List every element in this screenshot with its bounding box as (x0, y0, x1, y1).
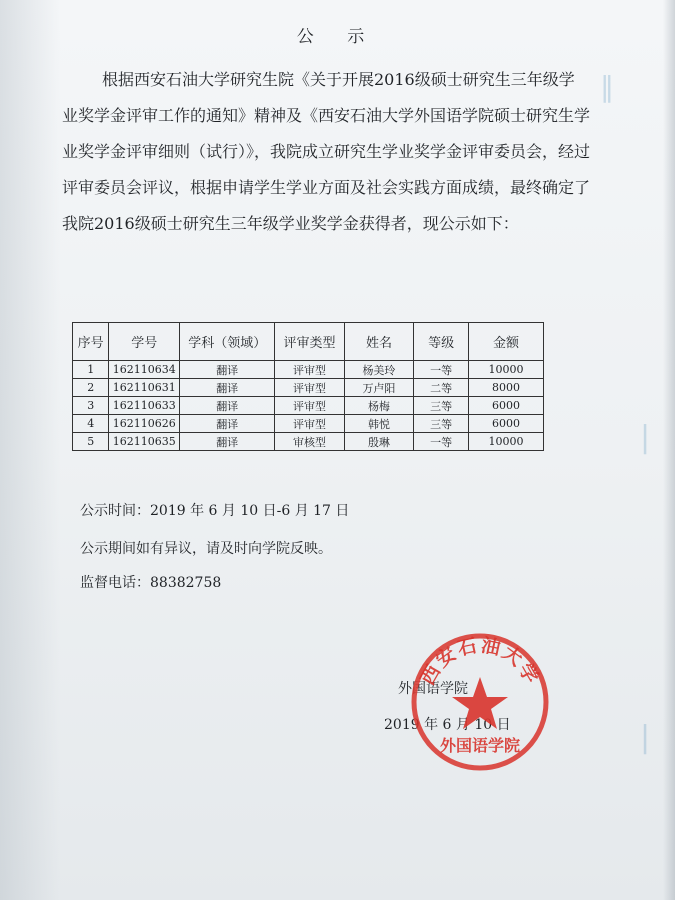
table-cell: 审核型 (275, 433, 344, 451)
table-cell: 翻译 (180, 397, 275, 415)
column-header: 姓名 (344, 323, 413, 361)
table-cell: 4 (73, 415, 109, 433)
table-cell: 8000 (469, 379, 544, 397)
notice-title: 公 示 (296, 27, 379, 47)
table-row (73, 361, 544, 379)
table-cell: 162110633 (109, 397, 180, 415)
seal-arc-text: 西安石油大学 (416, 634, 544, 689)
signature-org: 外国语学院 (398, 681, 468, 697)
table-cell: 评审型 (275, 379, 344, 397)
table-cell: 一等 (414, 361, 469, 379)
table-cell: 翻译 (180, 361, 275, 379)
table-cell: 一等 (414, 433, 469, 451)
table-row (73, 379, 544, 397)
table-cell: 三等 (414, 415, 469, 433)
table-row (73, 415, 544, 433)
table-cell: 杨美玲 (344, 361, 413, 379)
table-cell: 162110626 (109, 415, 180, 433)
notice-page: ‖ | | 公 示 根据西安石油大学研究生院《关于开展2016级硕士研究生三年级学业奖学金评审工作的通知》精神及《西安石油大学外国语学院硕士研究生学业奖学金评审细则（试行）》，我院成立研究生学业奖学金评审委员会，经过评审委员会评议，根据申请学生学业方面及社会实践方面成绩，最终确定了我院2016级硕士研究生三年级学业奖学金获得者，现公示如下： 序号 学号 学科（领域） 评审类型 姓名 等级 金额 1 162110634 翻译 评审型 杨美玲 一等 10000 2 162110631 翻译 评审型 万卢阳 二等 8000 3 162110633 翻译 评审型 杨梅 三等 6000 4 162110626 翻译 评审型 韩悦 三等 6000 5 162110635 翻译 审核型 殷琳 一等 10000 公示时间：2019 年 6 月 10 日-6 月 17 日 公示期间如有异议，请及时向学院反映。 监督电话：88382758 外国语学院 2019 年 6 月 10 日 西安石油大学 外国语学院 (0, 0, 675, 900)
table-cell: 评审型 (275, 361, 344, 379)
table-cell: 翻译 (180, 415, 275, 433)
award-table (72, 322, 544, 451)
objection-note: 公示期间如有异议，请及时向学院反映。 (80, 541, 332, 557)
table-cell: 1 (73, 361, 109, 379)
table-cell: 评审型 (275, 415, 344, 433)
table-cell: 5 (73, 433, 109, 451)
table-cell: 三等 (414, 397, 469, 415)
column-header: 序号 (73, 323, 109, 361)
official-seal (405, 627, 555, 777)
column-header: 学号 (109, 323, 180, 361)
table-cell: 10000 (469, 433, 544, 451)
column-header: 学科（领域） (180, 323, 275, 361)
column-header: 评审类型 (275, 323, 344, 361)
table-cell: 162110634 (109, 361, 180, 379)
table-cell: 162110635 (109, 433, 180, 451)
table-cell: 翻译 (180, 379, 275, 397)
column-header: 金额 (469, 323, 544, 361)
column-header: 等级 (414, 323, 469, 361)
table-cell: 韩悦 (344, 415, 413, 433)
table-cell: 评审型 (275, 397, 344, 415)
table-row (73, 433, 544, 451)
table-cell: 2 (73, 379, 109, 397)
table-cell: 10000 (469, 361, 544, 379)
table-cell: 3 (73, 397, 109, 415)
table-cell: 6000 (469, 415, 544, 433)
table-cell: 6000 (469, 397, 544, 415)
notice-period: 公示时间：2019 年 6 月 10 日-6 月 17 日 (80, 503, 350, 519)
supervision-phone: 监督电话：88382758 (80, 575, 222, 591)
table-header-row (73, 323, 544, 361)
table-cell: 杨梅 (344, 397, 413, 415)
table-cell: 162110631 (109, 379, 180, 397)
table-row (73, 397, 544, 415)
table-cell: 殷琳 (344, 433, 413, 451)
table-cell: 翻译 (180, 433, 275, 451)
signature-date: 2019 年 6 月 10 日 (384, 717, 511, 733)
seal-star-icon (452, 677, 508, 729)
notice-body: 根据西安石油大学研究生院《关于开展2016级硕士研究生三年级学业奖学金评审工作的通知》精神及《西安石油大学外国语学院硕士研究生学业奖学金评审细则（试行）》，我院成立研究生学业奖学金评审委员会，经过评审委员会评议，根据申请学生学业方面及社会实践方面成绩，最终确定了我院2016级硕士研究生三年级学业奖学金获得者，现公示如下： (62, 70, 591, 233)
table-cell: 万卢阳 (344, 379, 413, 397)
table-cell: 二等 (414, 379, 469, 397)
seal-bottom-text: 外国语学院 (439, 736, 521, 755)
